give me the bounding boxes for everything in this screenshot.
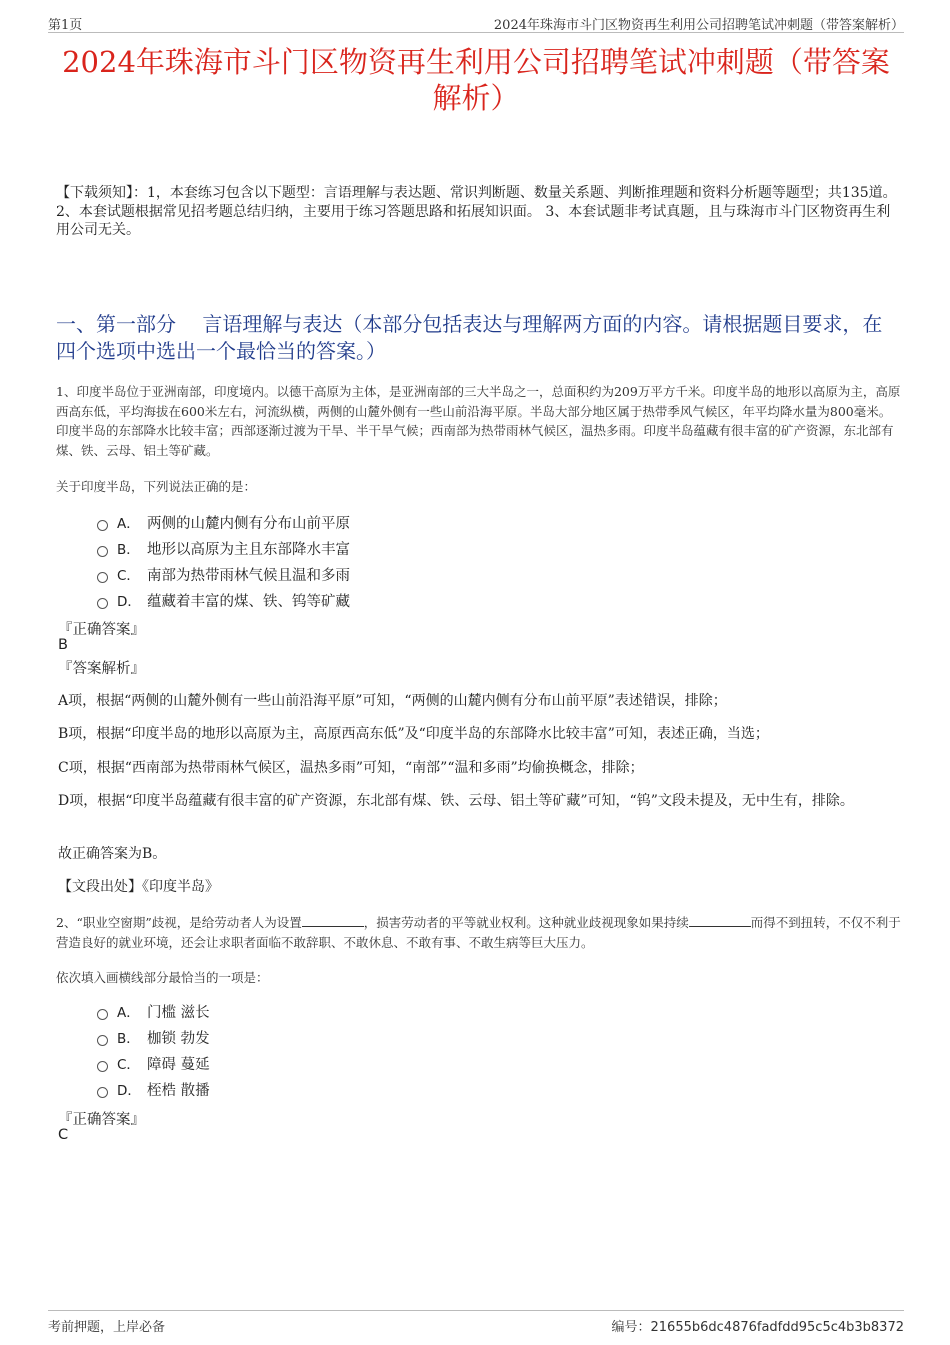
q1-analysis-c: C项，根据“西南部为热带雨林气候区，温热多雨”可知，“南部”“温和多雨”均偷换概念，排除； — [58, 760, 644, 776]
q1-option-c[interactable]: C． 南部为热带雨林气候且温和多雨 — [97, 561, 797, 587]
q1-analysis-label: 『答案解析』 — [58, 661, 145, 677]
q2-options — [97, 998, 797, 1102]
download-notice: 【下载须知】：1，本套练习包含以下题型：言语理解与表达题、常识判断题、数量关系题、判断推理题和资料分析题等题型；共135道。 2、本套试题根据常见招考题总结归纳，主要用于练习答题思路和拓展知识面。 3、本套试题非考试真题，且与珠海市斗门区物资再生利用公司无关。 — [56, 185, 897, 238]
q1-question: 关于印度半岛，下列说法正确的是： — [56, 479, 257, 494]
radio-icon[interactable] — [97, 546, 108, 557]
document-title: 2024年珠海市斗门区物资再生利用公司招聘笔试冲刺题（带答案解析） — [62, 45, 890, 115]
q1-correct-answer: B — [58, 637, 68, 653]
page-header — [48, 14, 904, 33]
q1-option-d[interactable]: D． 蕴藏着丰富的煤、铁、钨等矿藏 — [97, 587, 797, 613]
q2-option-b[interactable]: B． 枷锁 勃发 — [97, 1024, 797, 1050]
q1-option-a[interactable]: A． 两侧的山麓内侧有分布山前平原 — [97, 509, 797, 535]
q2-correct-label: 『正确答案』 — [58, 1112, 145, 1128]
radio-icon[interactable] — [97, 520, 108, 531]
footer-slogan: 考前押题，上岸必备 — [48, 1320, 166, 1335]
footer-code: 编号：21655b6dc4876fadfdd95c5c4b3b8372 — [611, 1320, 904, 1335]
q1-analysis-d: D项，根据“印度半岛蕴藏有很丰富的矿产资源，东北部有煤、铁、云母、铝土等矿藏”可知，“钨”文段未提及，无中生有，排除。 — [58, 793, 854, 809]
radio-icon[interactable] — [97, 1035, 108, 1046]
q2-option-d[interactable]: D． 桎梏 散播 — [97, 1076, 797, 1102]
q1-analysis-b: B项，根据“印度半岛的地形以高原为主，高原西高东低”及“印度半岛的东部降水比较丰富”可知，表述正确，当选； — [58, 726, 769, 742]
radio-icon[interactable] — [97, 1087, 108, 1098]
q1-passage: 1、印度半岛位于亚洲南部，印度境内。以德干高原为主体，是亚洲南部的三大半岛之一，总面积约为209万平方千米。印度半岛的地形以高原为主，高原西高东低，平均海拔在600米左右，河流纵横，两侧的山麓外侧有一些山前沿海平原。半岛大部分地区属于热带季风气候区，年平均降水量为800毫米。印度半岛的东部降水比较丰富；西部逐渐过渡为干旱、半干旱气候；西南部为热带雨林气候区，温热多雨。印度半岛蕴藏有很丰富的矿产资源，东北部有煤、铁、云母、铝土等矿藏。 — [56, 384, 901, 458]
radio-icon[interactable] — [97, 1009, 108, 1020]
q1-option-b[interactable]: B． 地形以高原为主且东部降水丰富 — [97, 535, 797, 561]
blank-line — [689, 914, 751, 927]
q2-passage: 2、“职业空窗期”歧视，是给劳动者人为设置 ，损害劳动者的平等就业权利。这种就业歧视现象如果持续 而得不到扭转，不仅不利于营造良好的就业环境，还会让求职者面临不敢辞职、不敢休息、不敢有事、不敢生病等巨大压力。 — [56, 915, 901, 950]
page-footer — [48, 1310, 904, 1333]
blank-line — [302, 914, 364, 927]
q2-option-c[interactable]: C． 障碍 蔓延 — [97, 1050, 797, 1076]
q2-correct-answer: C — [58, 1127, 69, 1143]
radio-icon[interactable] — [97, 1061, 108, 1072]
section-title: 一、第一部分 言语理解与表达（本部分包括表达与理解两方面的内容。请根据题目要求，在四个选项中选出一个最恰当的答案。） — [56, 312, 883, 363]
q1-correct-label: 『正确答案』 — [58, 622, 145, 638]
q1-conclusion: 故正确答案为B。 — [58, 846, 167, 862]
page-number: 第1页 — [48, 18, 83, 33]
q1-options — [97, 509, 797, 613]
q2-question: 依次填入画横线部分最恰当的一项是： — [56, 970, 269, 985]
radio-icon[interactable] — [97, 572, 108, 583]
header-doc-title: 2024年珠海市斗门区物资再生利用公司招聘笔试冲刺题（带答案解析） — [493, 18, 904, 33]
q1-analysis-a: A项，根据“两侧的山麓外侧有一些山前沿海平原”可知，“两侧的山麓内侧有分布山前平原”表述错误，排除； — [58, 693, 727, 709]
q1-source: 【文段出处】《印度半岛》 — [58, 879, 219, 895]
radio-icon[interactable] — [97, 598, 108, 609]
q2-option-a[interactable]: A． 门槛 滋长 — [97, 998, 797, 1024]
